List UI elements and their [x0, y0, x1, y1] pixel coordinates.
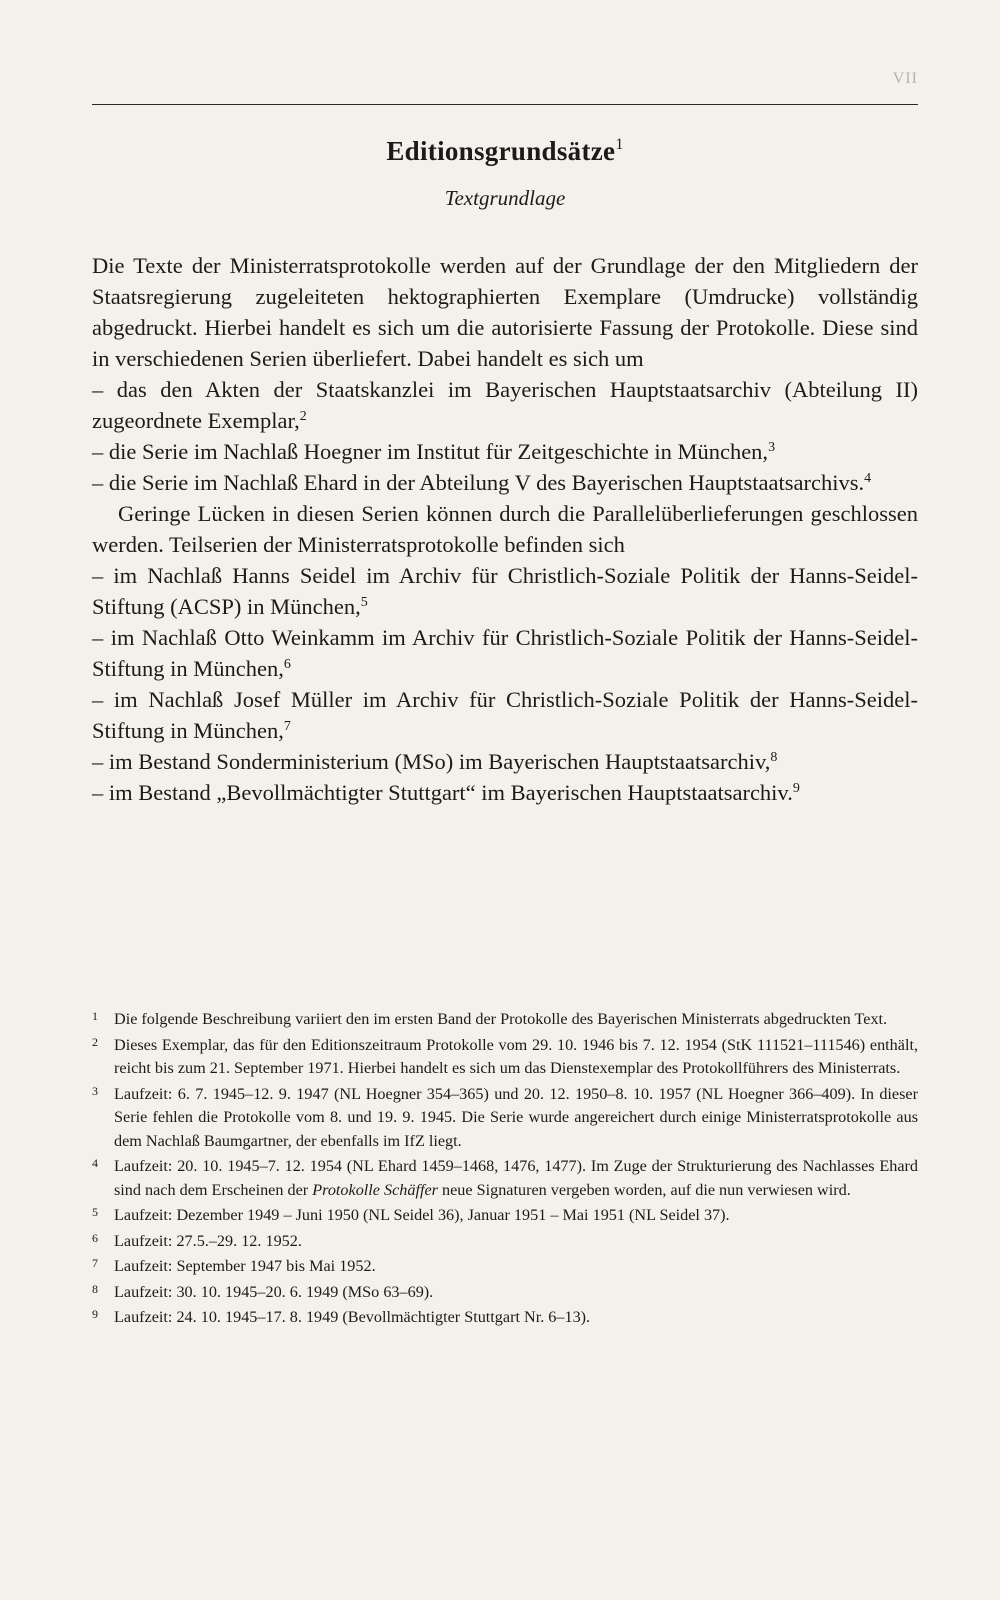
footnote: [92, 1230, 918, 1254]
list-item-text: – die Serie im Nachlaß Hoegner im Institut für Zeitgeschichte in München,: [92, 439, 769, 464]
footnotes: [92, 1008, 918, 1332]
footnote-text-part: neue Signaturen vergeben worden, auf die nun verwiesen wird.: [437, 1180, 851, 1199]
footnote-text: Laufzeit: September 1947 bis Mai 1952.: [114, 1257, 376, 1275]
footnote-ref: 2: [299, 409, 307, 424]
footnote-number: 2: [92, 1034, 98, 1049]
footnote: [92, 1255, 918, 1279]
footnote: [92, 1204, 918, 1228]
footnote: [92, 1034, 918, 1081]
list-item-text: – im Bestand Sonderministerium (MSo) im Bayerischen Hauptstaatsarchiv,: [92, 749, 771, 774]
list-item-text: – im Bestand „Bevollmächtigter Stuttgart“ im Bayerischen Hauptstaatsarchiv.: [92, 780, 793, 805]
footnote-ref: 3: [768, 440, 776, 455]
footnote: [92, 1306, 918, 1330]
list-item: [92, 374, 918, 436]
paragraph-text: Geringe Lücken in diesen Serien können durch die Parallelüberlieferungen geschlossen werden. Teilserien der Ministerratsprotokolle befinden sich: [92, 501, 918, 557]
footnote-ref: 9: [792, 781, 800, 796]
footnote-text: Die folgende Beschreibung variiert den im ersten Band der Protokolle des Bayerischen Ministerrats abgedruckten Text.: [114, 1010, 888, 1028]
footnote: [92, 1083, 918, 1154]
footnote-text: Laufzeit: 30. 10. 1945–20. 6. 1949 (MSo 63–69).: [114, 1282, 434, 1301]
body-column: [92, 130, 918, 808]
footnote-number: 5: [92, 1205, 98, 1219]
footnote-ref: 6: [283, 657, 291, 672]
list-item: [92, 467, 918, 498]
header-rule: [92, 104, 918, 105]
list-item: [92, 777, 918, 808]
footnote: [92, 1008, 918, 1032]
footnote-number: 9: [92, 1307, 98, 1321]
footnote-ref: 8: [770, 750, 778, 765]
list-item-text: – die Serie im Nachlaß Ehard in der Abteilung V des Bayerischen Hauptstaatsarchivs.: [92, 470, 865, 495]
list-item-text: – das den Akten der Staatskanzlei im Bayerischen Hauptstaatsarchiv (Abteilung II) zugeordnete Exemplar,: [92, 377, 918, 433]
footnote-number: 8: [92, 1281, 98, 1296]
title-text: Editionsgrundsätze: [386, 136, 616, 166]
footnote-number: 7: [92, 1256, 98, 1270]
footnote-number: 4: [92, 1156, 98, 1170]
cited-work-title: Protokolle Schäffer: [312, 1180, 438, 1199]
footnote-text: Laufzeit: 24. 10. 1945–17. 8. 1949 (Bevollmächtigter Stuttgart Nr. 6–13).: [114, 1308, 591, 1326]
footnote-ref: 4: [864, 471, 872, 486]
footnote-ref: 5: [360, 595, 368, 610]
list-item: [92, 684, 918, 746]
paragraph-text: Die Texte der Ministerratsprotokolle werden auf der Grundlage der den Mitgliedern der Staatsregierung zugeleiteten hektographierten Exemplare (Umdrucke) vollständig abgedruckt. Hierbei handelt es sich um die autorisierte Fassung der Protokolle. Diese sind in verschiedenen Serien überliefert. Dabei handelt es sich um: [92, 253, 918, 371]
footnote-ref: 7: [283, 719, 291, 734]
footnote-text: Laufzeit: 27.5.–29. 12. 1952.: [114, 1231, 302, 1250]
footnote-text: Laufzeit: Dezember 1949 – Juni 1950 (NL Seidel 36), Januar 1951 – Mai 1951 (NL Seidel 37).: [114, 1206, 730, 1224]
list-item: [92, 436, 918, 467]
list-item-text: – im Nachlaß Otto Weinkamm im Archiv für Christlich-Soziale Politik der Hanns-Seidel-Stiftung in München,: [92, 625, 918, 681]
list-item: [92, 622, 918, 684]
paragraph: [92, 498, 918, 560]
list-item-text: – im Nachlaß Josef Müller im Archiv für Christlich-Soziale Politik der Hanns-Seidel-Stiftung in München,: [92, 687, 918, 743]
footnote-text: [114, 1155, 918, 1202]
page-header: [92, 60, 918, 112]
footnote-number: 6: [92, 1230, 98, 1245]
footnote-text: Laufzeit: 6. 7. 1945–12. 9. 1947 (NL Hoegner 354–365) und 20. 12. 1950–8. 10. 1957 (NL Hoegner 366–409). In dieser Serie fehlen die Protokolle vom 8. und 19. 9. 1945. Die Serie wurde angereichert durch einige Ministerratsprotokolle aus dem Nachlaß Baumgartner, der ebenfalls im IfZ liegt.: [114, 1084, 918, 1150]
title-footnote-ref: 1: [615, 136, 624, 153]
footnote-text: Dieses Exemplar, das für den Editionszeitraum Protokolle vom 29. 10. 1946 bis 7. 12. 1954 (StK 111521–111546) enthält, reicht bis zum 21. September 1971. Hierbei handelt es sich um das Dienstexemplar des Protokollführers des Ministerrats.: [114, 1035, 918, 1077]
paragraph: [92, 250, 918, 374]
list-item: [92, 560, 918, 622]
list-item-text: – im Nachlaß Hanns Seidel im Archiv für Christlich-Soziale Politik der Hanns-Seidel-Stiftung (ACSP) in München,: [92, 563, 918, 619]
footnote: [92, 1281, 918, 1305]
section-subtitle: Textgrundlage: [444, 186, 566, 210]
footnote-number: 3: [92, 1083, 98, 1098]
main-text: [92, 250, 918, 808]
footnote-text-part: Laufzeit: 20. 10. 1945–7. 12. 1954 (NL Ehard 1459–1468, 1476, 1477). Im Zuge der Strukturierung des Nachlasses Ehard sind nach dem Erscheinen der: [114, 1157, 918, 1199]
page-title: [92, 130, 918, 172]
footnote: [92, 1155, 918, 1202]
running-head: VII: [892, 70, 918, 87]
footnote-number: 1: [92, 1009, 98, 1023]
list-item: [92, 746, 918, 777]
